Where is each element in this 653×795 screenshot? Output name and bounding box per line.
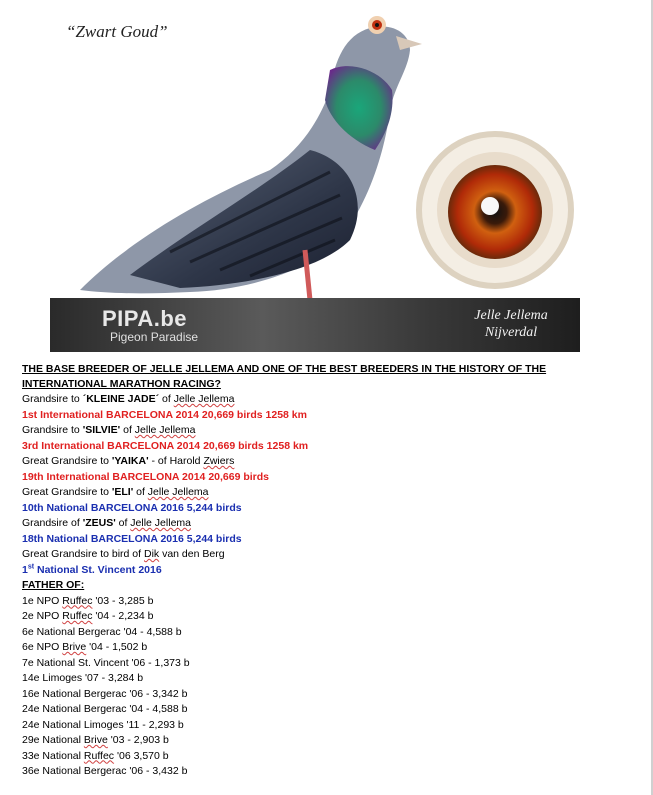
result-place: Ruffec [83,749,115,762]
pigeon-name: “Zwart Goud” [66,22,168,41]
offspring-relation [22,423,582,439]
offspring-relation [22,485,582,501]
result-pre: 2e NPO [22,610,63,622]
offspring-result: 3rd International BARCELONA 2014 20,669 birds 1258 km [22,439,309,452]
offspring-list [22,392,582,578]
relation-prefix: Grandsire of [22,517,83,529]
result-post: '03 - 3,285 b [92,594,154,607]
pigeon-photo [50,0,580,352]
relation-mid: of [159,393,174,405]
father-result [22,702,582,718]
result-pre: 6e NPO [22,641,63,653]
result-pre: 29e National [22,734,84,746]
offspring-relation [22,547,582,563]
father-result [22,671,582,687]
father-result [22,640,582,656]
result-pre: 24e National Bergerac '04 - 4,588 b [22,703,188,715]
pipa-logo: PIPA.be [102,306,188,331]
result-pre: 14e Limoges '07 - 3,284 b [22,672,144,684]
bird-owner: Jelle Jellema [147,486,209,498]
relation-prefix: Grandsire to [22,424,83,436]
result-pre: 33e National [22,749,84,762]
result-pre: 1e NPO [22,594,63,607]
offspring-relation [22,392,582,408]
bird-owner: Dik [143,548,160,560]
bird-name: 'SILVIE' [82,424,121,436]
bird-owner: Jelle Jellema [130,517,191,529]
bird-name: 'YAIKA' [111,455,149,467]
result-pre: 16e National Bergerac '06 - 3,342 b [22,687,188,700]
bird-name: 'ZEUS' [82,517,116,529]
result-post: '04 - 1,502 b [86,641,148,653]
offspring-result: 10th National BARCELONA 2016 5,244 birds [22,501,242,514]
breeder-city: Nijverdal [484,325,538,340]
relation-suffix: van den Berg [159,548,225,560]
father-result [22,609,582,625]
breeder-name: Jelle Jellema [474,308,548,323]
offspring-result: 19th International BARCELONA 2014 20,669 birds [22,470,270,483]
father-result [22,656,582,672]
relation-prefix: Great Grandsire to [22,486,112,498]
result-text: National St. Vincent 2016 [34,563,162,576]
father-result [22,733,582,749]
relation-mid: of [115,517,131,529]
result-place: 1 [22,563,28,576]
result-place: Brive [62,641,87,653]
result-place: Brive [83,734,108,746]
relation-prefix: Great Grandsire to bird of [22,548,144,560]
relation-prefix: Great Grandsire to [22,455,112,467]
father-heading: FATHER OF: [22,579,85,591]
bird-name: ´KLEINE JADE´ [82,393,160,405]
father-result [22,687,582,703]
breeder-signature [446,307,576,341]
father-result [22,625,582,641]
result-place: Ruffec [62,610,93,622]
result-pre: 7e National St. Vincent '06 - 1,373 b [22,656,190,669]
pedigree-text [22,362,582,780]
offspring-result: 18th National BARCELONA 2016 5,244 birds [22,532,242,545]
bird-owner: Zwiers [203,455,235,467]
document-heading: THE BASE BREEDER OF JELLE JELLEMA AND ONE OF THE BEST BREEDERS IN THE HISTORY OF THE INTERNATIONAL MARATHON RACING? [22,363,547,390]
result-post: '04 - 2,234 b [92,610,154,622]
relation-mid: of [120,424,135,436]
father-result [22,594,582,610]
bird-owner: Jelle Jellema [173,393,235,405]
result-pre: 6e National Bergerac '04 - 4,588 b [22,625,182,638]
offspring-relation [22,516,582,532]
relation-mid: of [133,486,148,498]
result-ordinal: st [27,563,35,570]
father-result [22,764,582,780]
father-results-list [22,594,582,780]
father-result [22,718,582,734]
father-result [22,749,582,765]
result-place: Ruffec [62,594,93,607]
relation-mid: - of Harold [148,455,204,467]
pipa-logo-subtext: Pigeon Paradise [110,330,199,344]
bird-name: 'ELI' [111,486,134,498]
offspring-result: 1st International BARCELONA 2014 20,669 birds 1258 km [22,408,307,421]
bird-owner: Jelle Jellema [134,424,196,436]
offspring-result [22,563,582,579]
result-pre: 36e National Bergerac '06 - 3,432 b [22,765,188,777]
offspring-relation [22,454,582,470]
result-pre: 24e National Limoges '11 - 2,293 b [22,718,184,731]
result-post: '06 3,570 b [114,749,169,762]
relation-prefix: Grandsire to [22,393,83,405]
result-post: '03 - 2,903 b [107,734,169,746]
